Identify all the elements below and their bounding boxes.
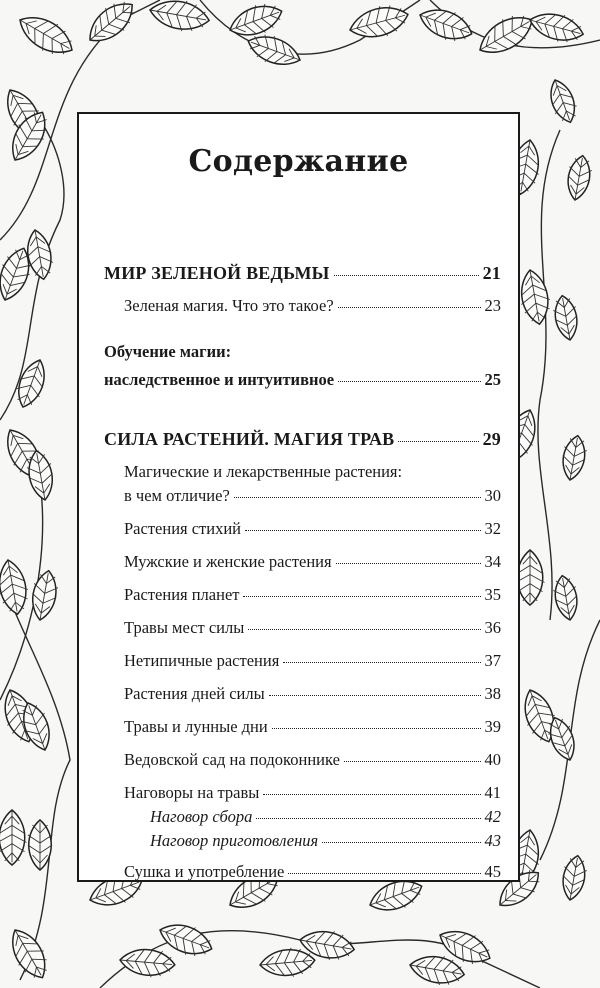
page-title: Содержание (188, 144, 409, 179)
toc-entry-page: 45 (484, 862, 501, 881)
leaf-icon (559, 854, 589, 902)
leaf-icon (119, 946, 176, 980)
toc-entry[interactable] (104, 684, 501, 703)
leaf-icon (526, 7, 586, 48)
toc-entry-page: 38 (484, 684, 501, 703)
leader-dots (336, 563, 481, 564)
toc-entry-label: Мужские и женские растения (124, 552, 332, 571)
toc-entry-label: Сушка и употребление (124, 862, 285, 881)
toc-entry-page: 29 (482, 429, 501, 449)
toc-entry[interactable] (104, 585, 501, 604)
toc-entry-page: 23 (484, 296, 501, 315)
leaf-icon (544, 76, 581, 126)
toc-entry-label: Наговоры на травы (124, 783, 260, 802)
leader-dots (338, 381, 480, 382)
toc-entry-label: Травы и лунные дни (124, 717, 268, 736)
toc-entry-page: 39 (484, 717, 501, 736)
toc-entry-section[interactable] (104, 430, 501, 449)
leaf-icon (28, 569, 61, 622)
leader-dots (338, 307, 481, 308)
toc-entry-sub[interactable] (104, 807, 501, 826)
toc-entry-label: в чем отличие? (124, 486, 230, 505)
leaf-icon (472, 7, 539, 64)
toc-entry[interactable] (104, 486, 501, 505)
leaf-icon (346, 0, 412, 45)
toc-entry-label: наследственное и интуитивное (104, 370, 335, 389)
toc-entry-page: 40 (484, 750, 501, 769)
toc-entry-page: 35 (484, 585, 501, 604)
toc-entry[interactable] (104, 618, 501, 637)
toc-entry-label: Ведовской сад на подоконнике (124, 750, 340, 769)
leaf-icon (0, 810, 26, 865)
leaf-icon (81, 0, 142, 51)
toc-entry[interactable] (104, 750, 501, 769)
toc-entry-page: 21 (482, 263, 501, 283)
toc-entry-subsection[interactable] (104, 370, 501, 389)
toc-entry-label: Зеленая магия. Что это такое? (124, 296, 334, 315)
toc-entry[interactable] (104, 296, 501, 315)
leader-dots (322, 842, 480, 843)
leader-dots (234, 497, 481, 498)
leaf-icon (564, 154, 594, 202)
toc-entry-page: 32 (484, 519, 501, 538)
toc-entry-label-line1: Обучение магии: (104, 342, 232, 361)
toc-entry-label: Растения дней силы (124, 684, 265, 703)
stem (538, 130, 560, 620)
leaf-icon (12, 7, 79, 64)
toc-entry-label: Наговор приготовления (150, 831, 319, 850)
toc-entry-label: СИЛА РАСТЕНИЙ. МАГИЯ ТРАВ (104, 429, 395, 449)
toc-entry-page: 37 (484, 651, 501, 670)
toc-entry-page: 41 (484, 783, 501, 802)
leaf-icon (551, 294, 581, 342)
leaf-icon (0, 557, 32, 616)
toc-entry-page: 42 (484, 807, 501, 826)
leader-dots (269, 695, 481, 696)
toc-entry-label: Нетипичные растения (124, 651, 280, 670)
leaf-icon (415, 1, 477, 47)
leaf-icon (147, 0, 211, 35)
toc-entry[interactable] (104, 552, 501, 571)
toc-entry-page: 36 (484, 618, 501, 637)
leaf-icon (225, 0, 287, 44)
leader-dots (248, 629, 480, 630)
toc-entry-page: 34 (484, 552, 501, 571)
toc-entry-sub[interactable] (104, 831, 501, 850)
leader-dots (288, 873, 480, 874)
leader-dots (344, 761, 481, 762)
toc-entry-label: Растения планет (124, 585, 240, 604)
toc-entry-label: МИР ЗЕЛЕНОЙ ВЕДЬМЫ (104, 263, 330, 283)
leaf-icon (559, 434, 589, 482)
toc-entry[interactable] (104, 519, 501, 538)
toc-entry-page: 25 (484, 370, 501, 389)
leader-dots (256, 818, 480, 819)
toc-entry-label: Травы мест силы (124, 618, 245, 637)
leader-dots (243, 596, 480, 597)
leaf-icon (2, 923, 55, 985)
toc-entry-label: Растения стихий (124, 519, 242, 538)
toc-entry[interactable] (104, 783, 501, 802)
leader-dots (272, 728, 481, 729)
leader-dots (283, 662, 480, 663)
toc-entry-page: 43 (484, 831, 501, 850)
contents-panel (77, 112, 520, 882)
leader-dots (263, 794, 480, 795)
leaf-icon (516, 267, 554, 326)
leader-dots (245, 530, 480, 531)
leaf-icon (259, 946, 316, 980)
leader-dots (334, 275, 479, 276)
toc-entry-label-line1: Магические и лекарственные растения: (124, 462, 403, 481)
toc-entry-section[interactable] (104, 264, 501, 283)
toc-entry[interactable] (104, 651, 501, 670)
toc-entry[interactable] (104, 862, 501, 881)
toc-entry[interactable] (104, 717, 501, 736)
toc-entry-label: Наговор сбора (150, 807, 253, 826)
leaf-icon (551, 574, 581, 622)
toc-entry-page: 30 (484, 486, 501, 505)
leader-dots (398, 441, 478, 442)
